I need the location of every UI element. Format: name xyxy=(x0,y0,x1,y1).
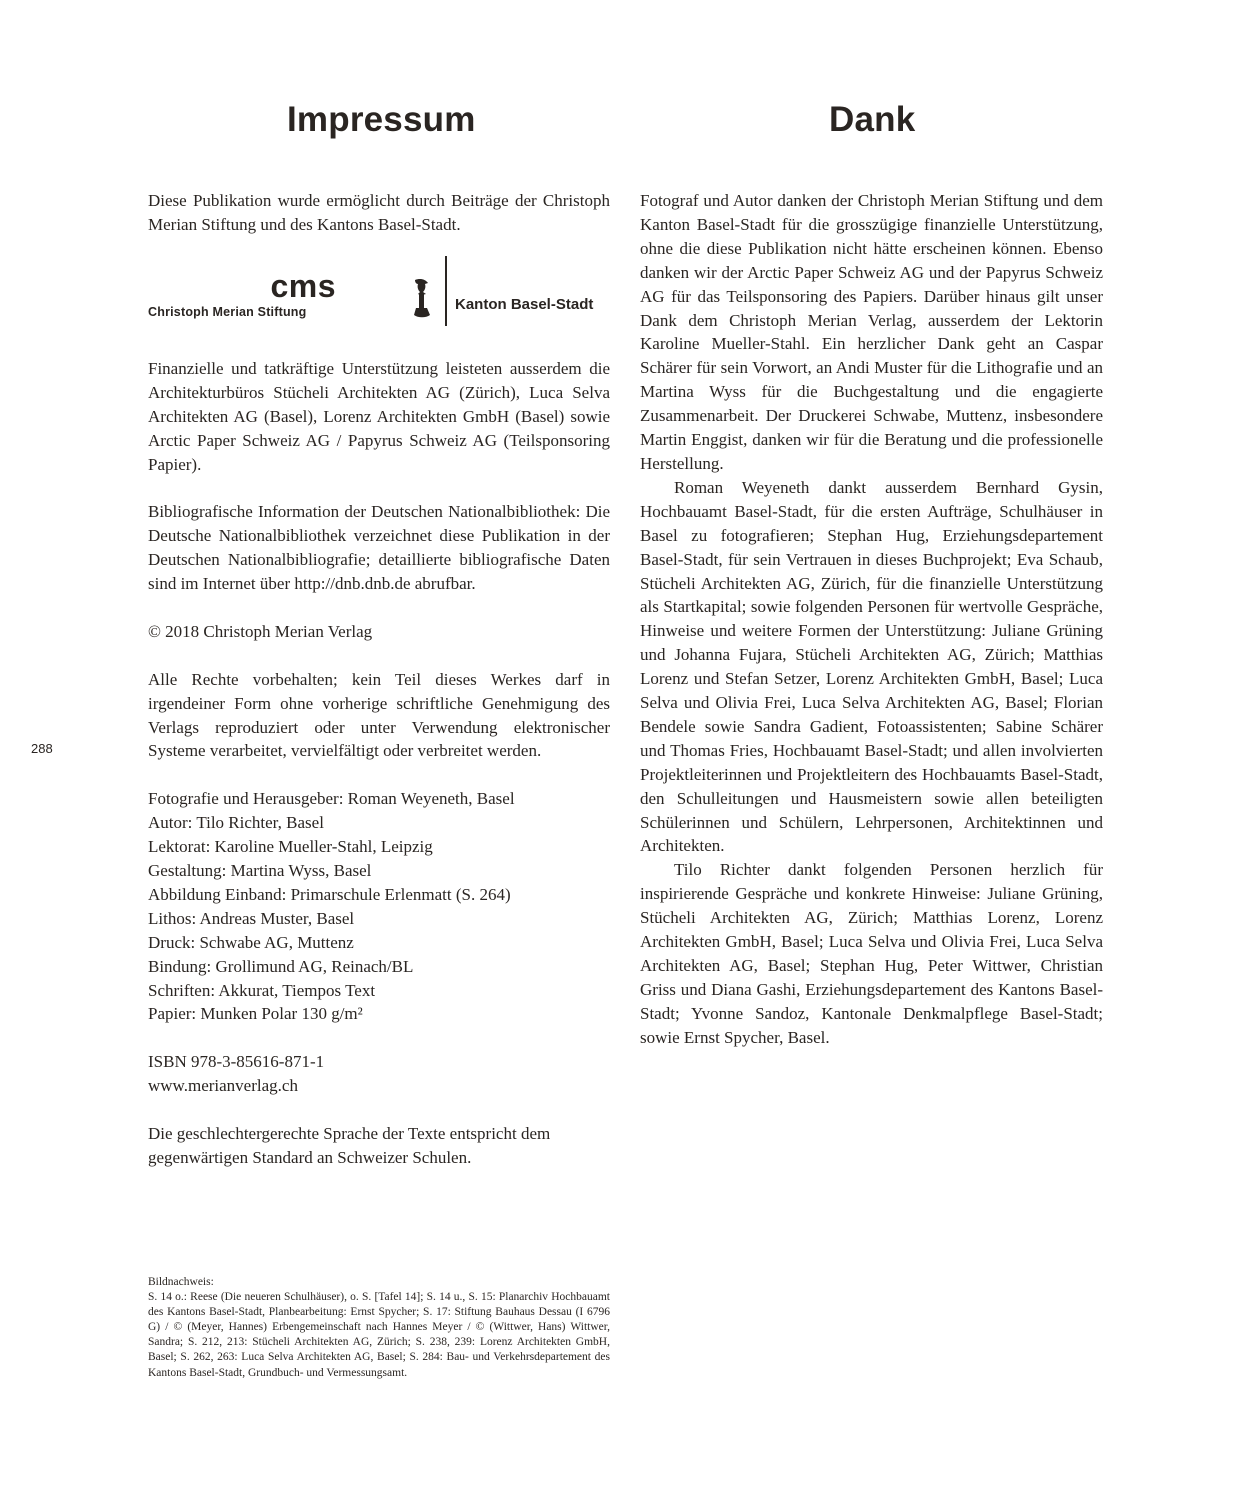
production-line: Bindung: Grollimund AG, Reinach/BL xyxy=(148,956,414,976)
publisher-website: www.merianverlag.ch xyxy=(148,1076,298,1096)
page-number: 288 xyxy=(31,741,53,756)
impressum-language-note: Die geschlechtergerechte Sprache der Texte entspricht dem gegenwärtigen Standard an Schweizer Schulen. xyxy=(148,1123,551,1167)
dank-paragraph: Roman Weyeneth dankt ausserdem Bernhard Gysin, Hochbauamt Basel-Stadt, für die ersten Aufträge, Schulhäuser in Basel zu fotografieren; Stephan Hug, Erziehungsdepartement Basel-Stadt, für sein Vertrauen in dieses Buchprojekt; Eva Schaub, Stücheli Architekten AG, Zürich, für die finanzielle Unterstützung als Startkapital; sowie folgenden Personen für wertvolle Gespräche, Hinweise und weitere Formen der Unterstützung: Juliane Grüning und Johanna Fujara, Stücheli Architekten AG, Zürich; Matthias Lorenz und Stefan Setzer, Lorenz Architekten GmbH, Basel; Luca Selva und Olivia Frei, Luca Selva Architekten AG, Basel; Florian Bendele sowie Sandra Gadient, Fotoassistenten; Sabine Schärer und Thomas Fries, Hochbauamt Basel-Stadt; und allen involvierten Projektleiterinnen und Projektleitern des Hochbauamts Basel-Stadt, den Schulleitungen und Hausmeistern sowie allen beteiligten Schülerinnen und Schülern, Lehrpersonen, Architektinnen und Architekten. xyxy=(640,477,1103,856)
impressum-publisher-info xyxy=(148,1050,610,1098)
impressum-copyright: © 2018 Christoph Merian Verlag xyxy=(148,621,373,641)
impressum-intro: Diese Publikation wurde ermöglicht durch Beiträge der Christoph Merian Stiftung und des Kantons Basel-Stadt. xyxy=(148,191,610,234)
cms-logo-name: Christoph Merian Stiftung xyxy=(148,305,307,319)
production-line: Fotografie und Herausgeber: Roman Weyeneth, Basel xyxy=(148,789,515,809)
image-credits xyxy=(148,1275,610,1381)
impressum-support: Finanzielle und tatkräftige Unterstützung leisteten ausserdem die Architekturbüros Stücheli Architekten AG (Zürich), Luca Selva Architekten AG (Basel), Lorenz Architekten GmbH (Basel) sowie Arctic Paper Schweiz AG / Papyrus Schweiz AG (Teilsponsoring Papier). xyxy=(148,359,610,474)
impressum-production-credits xyxy=(148,787,610,1026)
impressum-bibliography: Bibliografische Information der Deutschen Nationalbibliothek: Die Deutsche Nationalbibliothek verzeichnet diese Publikation in der Deutschen Nationalbibliografie; detaillierte bibliografische Daten sind im Internet über http://dnb.dnb.de abrufbar. xyxy=(148,502,610,594)
baselstab-icon xyxy=(410,278,434,320)
production-line: Autor: Tilo Richter, Basel xyxy=(148,813,324,833)
production-line: Schriften: Akkurat, Tiempos Text xyxy=(148,980,376,1000)
impressum-intro-block xyxy=(148,189,610,237)
production-line: Lektorat: Karoline Mueller-Stahl, Leipzig xyxy=(148,837,433,857)
dank-paragraph: Tilo Richter dankt folgenden Personen herzlich für inspirierende Gespräche und konkrete Hinweise: Juliane Grüning, Stücheli Architekten AG, Zürich; Matthias Lorenz, Lorenz Architekten GmbH, Basel; Luca Selva und Olivia Frei, Luca Selva Architekten AG, Basel; Stephan Hug, Peter Wittwer, Christian Griss und Diana Gashi, Erziehungsdepartement des Kantons Basel-Stadt; Yvonne Sandoz, Kantonale Denkmalpflege Basel-Stadt; sowie Ernst Spycher, Basel. xyxy=(640,860,1103,1047)
canton-logo-name: Kanton Basel-Stadt xyxy=(455,296,594,313)
dank-heading: Dank xyxy=(829,100,916,139)
sponsor-logos xyxy=(148,256,610,326)
isbn: ISBN 978-3-85616-871-1 xyxy=(148,1052,325,1072)
impressum-body xyxy=(148,357,610,1170)
production-line: Lithos: Andreas Muster, Basel xyxy=(148,908,355,928)
image-credits-title: Bildnachweis: xyxy=(148,1276,214,1288)
production-line: Abbildung Einband: Primarschule Erlenmatt (S. 264) xyxy=(148,884,511,904)
canton-logo-divider xyxy=(445,256,447,326)
production-line: Gestaltung: Martina Wyss, Basel xyxy=(148,860,372,880)
cms-logo-mark: cms xyxy=(270,268,336,304)
impressum-heading: Impressum xyxy=(287,100,476,139)
impressum-rights: Alle Rechte vorbehalten; kein Teil dieses Werkes darf in irgendeiner Form ohne vorherige schriftliche Genehmigung des Verlags reproduziert oder unter Verwendung elektronischer Systeme verarbeitet, vervielfältigt oder verbreitet werden. xyxy=(148,669,610,761)
production-line: Papier: Munken Polar 130 g/m² xyxy=(148,1004,363,1024)
image-credits-text: S. 14 o.: Reese (Die neueren Schulhäuser), o. S. [Tafel 14]; S. 14 u., S. 15: Planarchiv Hochbauamt des Kantons Basel-Stadt, Planbearbeitung: Ernst Spycher; S. 17: Stiftung Bauhaus Dessau (I 6796 G) / © (Meyer, Hannes) Erbengemeinschaft nach Hannes Meyer / © (Wittwer, Hans) Wittwer, Sandra; S. 212, 213: Stücheli Architekten AG, Zürich; S. 238, 239: Lorenz Architekten GmbH, Basel; S. 262, 263: Luca Selva Architekten AG, Basel; S. 284: Bau- und Verkehrsdepartement des Kantons Basel-Stadt, Grundbuch- und Vermessungsamt. xyxy=(148,1291,610,1379)
dank-paragraph: Fotograf und Autor danken der Christoph Merian Stiftung und dem Kanton Basel-Stadt für die grosszügige finanzielle Unterstützung, ohne die diese Publikation nicht hätte erscheinen können. Ebenso danken wir der Arctic Paper Schweiz AG und der Papyrus Schweiz AG für das Teilsponsoring des Papiers. Darüber hinaus gilt unser Dank dem Christoph Merian Verlag, ausserdem der Lektorin Karoline Mueller-Stahl. Ein herzlicher Dank geht an Caspar Schärer für sein Vorwort, an Andi Muster für die Lithografie und an Martina Wyss für die Buchgestaltung und die engagierte Zusammenarbeit. Der Druckerei Schwabe, Muttenz, insbesondere Martin Enggist, danken wir für die Beratung und die professionelle Herstellung. xyxy=(640,191,1103,473)
dank-body xyxy=(640,189,1103,1050)
production-line: Druck: Schwabe AG, Muttenz xyxy=(148,932,354,952)
canton-basel-stadt-logo xyxy=(410,256,610,326)
